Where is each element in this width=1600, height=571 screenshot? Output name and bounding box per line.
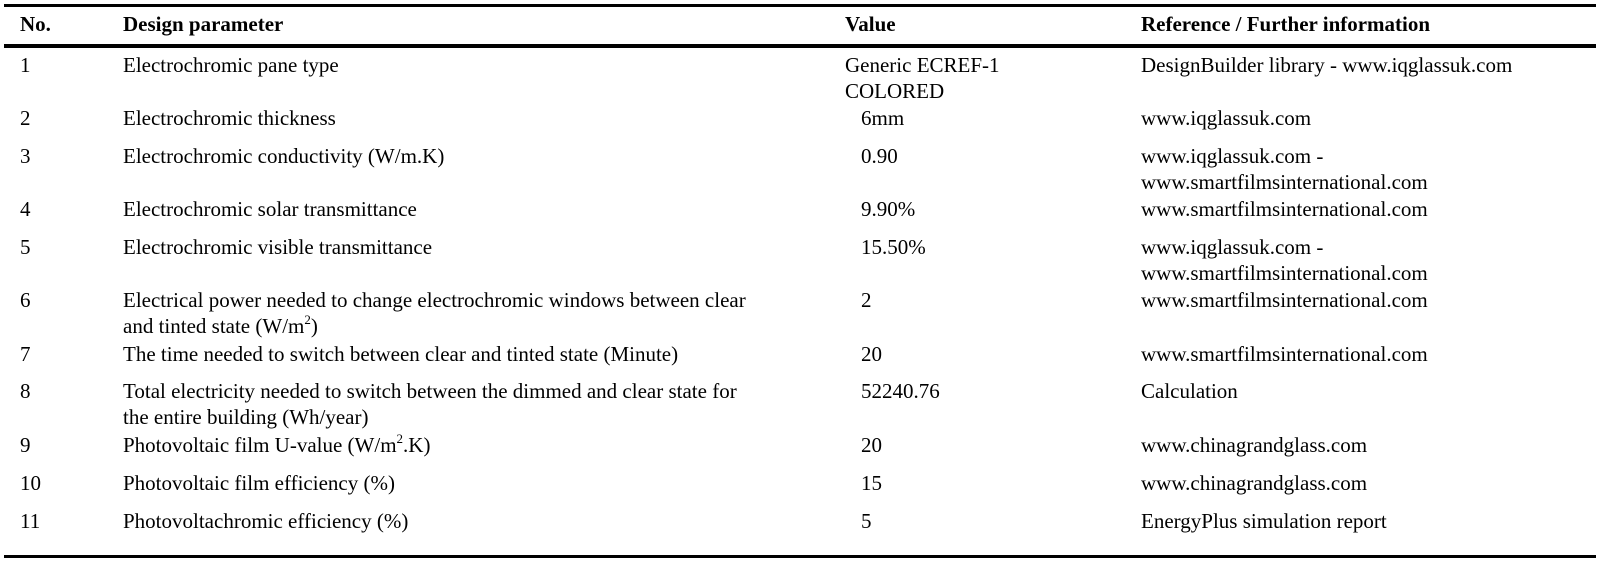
header-rule	[4, 44, 1596, 48]
row-3-no: 3	[20, 144, 31, 168]
row-1-value-line-1: Generic ECREF-1	[845, 53, 1000, 77]
row-3-reference-line-1: www.iqglassuk.com -	[1141, 144, 1324, 168]
row-10-no: 10	[20, 471, 41, 495]
row-6-parameter-line-2: and tinted state $(W/m^2)$	[123, 312, 318, 338]
row-9-parameter: Photovoltaic film U-value $(W/m^2.K)$	[123, 431, 431, 457]
superscript: 2	[396, 431, 404, 446]
row-2-reference: www.iqglassuk.com	[1141, 106, 1312, 130]
row-9-reference: www.chinagrandglass.com	[1141, 433, 1368, 457]
row-1-parameter: Electrochromic pane type	[123, 53, 339, 77]
row-2-no: 2	[20, 106, 31, 130]
row-6-no: 6	[20, 288, 31, 312]
row-2-parameter: Electrochromic thickness	[123, 106, 336, 130]
row-5-reference-line-1: www.iqglassuk.com -	[1141, 235, 1324, 259]
header-no: No.	[20, 12, 51, 36]
row-7-value: 20	[861, 342, 882, 366]
row-10-value: 15	[861, 471, 882, 495]
row-4-reference: www.smartfilmsinternational.com	[1141, 197, 1428, 221]
row-8-parameter-line-2: the entire building (Wh/year)	[123, 405, 369, 429]
row-4-no: 4	[20, 197, 31, 221]
row-8-value: 52240.76	[861, 379, 940, 403]
row-3-reference-line-2: www.smartfilmsinternational.com	[1141, 170, 1428, 194]
row-3-value: 0.90	[861, 144, 898, 168]
row-11-reference: EnergyPlus simulation report	[1141, 509, 1387, 533]
table-top-rule	[4, 4, 1596, 7]
row-7-no: 7	[20, 342, 31, 366]
row-1-value-line-2: COLORED	[845, 79, 945, 103]
row-8-reference: Calculation	[1141, 379, 1238, 403]
row-4-parameter: Electrochromic solar transmittance	[123, 197, 417, 221]
superscript: 2	[304, 312, 311, 327]
row-7-reference: www.smartfilmsinternational.com	[1141, 342, 1428, 366]
row-8-no: 8	[20, 379, 31, 403]
row-5-value: 15.50%	[861, 235, 926, 259]
row-5-reference-line-2: www.smartfilmsinternational.com	[1141, 261, 1428, 285]
row-5-parameter: Electrochromic visible transmittance	[123, 235, 433, 259]
header-reference: Reference / Further information	[1141, 12, 1431, 36]
row-5-no: 5	[20, 235, 31, 259]
row-8-parameter-line-1: Total electricity needed to switch between the dimmed and clear state for	[123, 379, 737, 403]
row-11-parameter: Photovoltachromic efficiency (%)	[123, 509, 409, 533]
row-11-no: 11	[20, 509, 41, 533]
row-10-reference: www.chinagrandglass.com	[1141, 471, 1368, 495]
row-7-parameter: The time needed to switch between clear and tinted state (Minute)	[123, 342, 679, 366]
row-9-value: 20	[861, 433, 882, 457]
header-value: Value	[845, 12, 896, 36]
row-4-value: 9.90%	[861, 197, 916, 221]
header-design-parameter: Design parameter	[123, 12, 284, 36]
row-9-no: 9	[20, 433, 31, 457]
row-1-reference: DesignBuilder library - www.iqglassuk.com	[1141, 53, 1513, 77]
row-11-value: 5	[861, 509, 872, 533]
table-bottom-rule	[4, 555, 1596, 558]
row-1-no: 1	[20, 53, 31, 77]
row-10-parameter: Photovoltaic film efficiency (%)	[123, 471, 395, 495]
row-6-parameter-line-1: Electrical power needed to change electrochromic windows between clear	[123, 288, 746, 312]
row-6-value: 2	[861, 288, 872, 312]
row-3-parameter: Electrochromic conductivity (W/m.K)	[123, 144, 445, 168]
row-2-value: 6mm	[861, 106, 905, 130]
row-6-reference: www.smartfilmsinternational.com	[1141, 288, 1428, 312]
